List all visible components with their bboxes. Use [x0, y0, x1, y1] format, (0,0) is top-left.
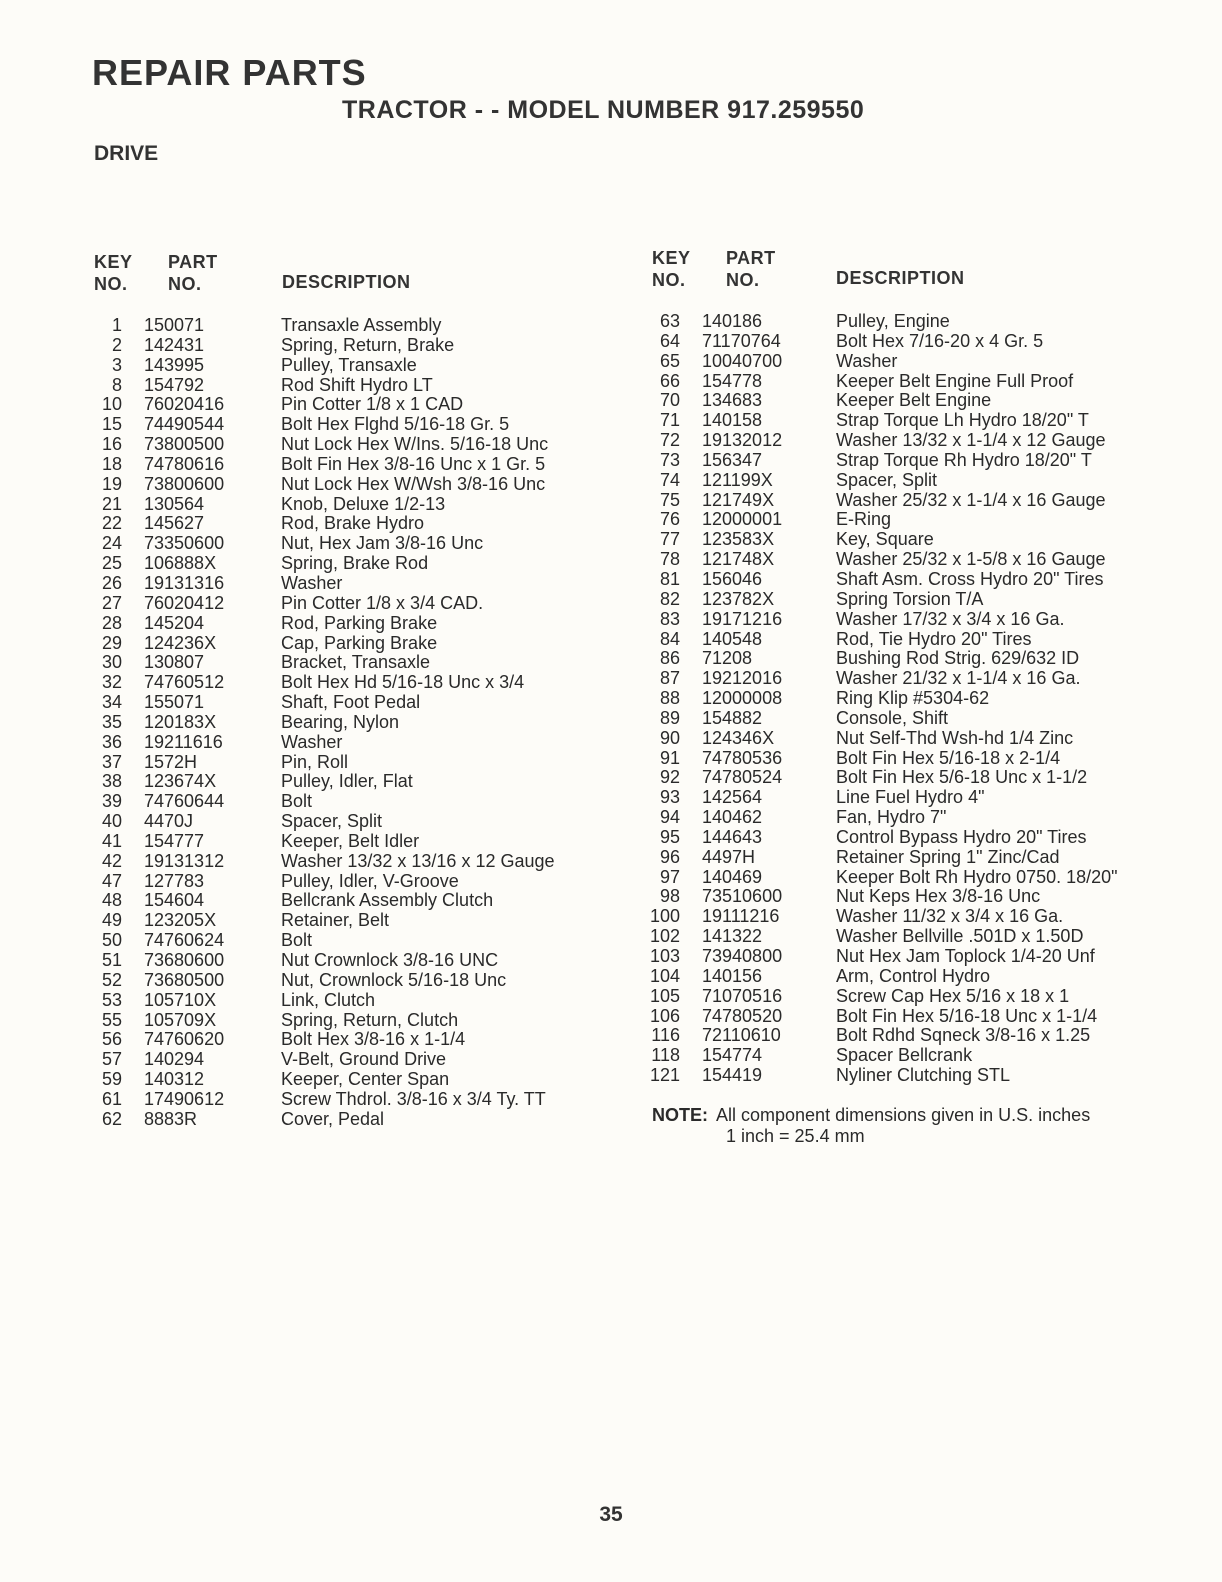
- description: Nut Keps Hex 3/8-16 Unc: [836, 886, 1041, 907]
- part-no: 154778: [702, 370, 763, 391]
- description: Fan, Hydro 7": [836, 807, 947, 828]
- model-subtitle: TRACTOR - - MODEL NUMBER 917.259550: [342, 96, 865, 124]
- description: Transaxle Assembly: [281, 315, 442, 335]
- key-no: 51: [101, 950, 122, 970]
- key-no: 37: [101, 751, 122, 772]
- part-no: 73680600: [144, 950, 225, 970]
- key-no: 10: [101, 394, 122, 415]
- part-no: 8883R: [144, 1108, 198, 1129]
- key-no: 90: [659, 727, 680, 748]
- description: Bolt Hex 3/8-16 x 1-1/4: [281, 1029, 466, 1050]
- description: Spring, Return, Clutch: [281, 1009, 459, 1030]
- key-no: 72: [659, 430, 680, 451]
- part-no: 143995: [144, 354, 205, 375]
- part-no: 71170764: [702, 330, 781, 351]
- key-no: 30: [101, 652, 122, 673]
- key-no: 26: [101, 572, 122, 593]
- part-no: 12000001: [702, 509, 783, 530]
- part-no: 71070516: [702, 985, 783, 1006]
- key-header-line1: KEY: [94, 252, 133, 272]
- part-no: 73800500: [144, 434, 225, 455]
- description: Spacer, Split: [281, 811, 383, 832]
- description: Retainer, Belt: [281, 910, 390, 931]
- key-no: 83: [659, 608, 680, 629]
- description: Washer 13/32 x 1-1/4 x 12 Gauge: [836, 430, 1106, 451]
- part-no: 19132012: [702, 430, 783, 451]
- description: Washer 25/32 x 1-1/4 x 16 Gauge: [836, 489, 1106, 510]
- description: Bolt: [281, 791, 313, 812]
- part-no: 156347: [702, 449, 763, 470]
- key-no: 55: [101, 1009, 122, 1030]
- key-no: 65: [659, 350, 680, 371]
- key-no: 66: [659, 370, 680, 391]
- key-no: 98: [659, 886, 680, 907]
- key-no: 105: [650, 985, 681, 1006]
- key-no: 82: [659, 588, 680, 609]
- description: Strap Torque Rh Hydro 18/20" T: [836, 449, 1092, 470]
- key-no: 97: [659, 866, 680, 887]
- part-no: 74780536: [702, 747, 783, 768]
- part-no: 73510600: [702, 886, 783, 907]
- page-number: 35: [599, 1503, 623, 1526]
- description: Washer 17/32 x 3/4 x 16 Ga.: [836, 608, 1065, 629]
- part-no: 134683: [702, 390, 763, 411]
- part-no: 72110610: [702, 1025, 781, 1046]
- description: Bolt Fin Hex 3/8-16 Unc x 1 Gr. 5: [281, 453, 546, 474]
- description: Pulley, Engine: [836, 311, 950, 331]
- key-no: 77: [659, 529, 680, 550]
- key-no: 59: [101, 1069, 122, 1090]
- key-no: 100: [650, 906, 681, 927]
- part-no: 154882: [702, 707, 763, 728]
- description: Nut Crownlock 3/8-16 UNC: [281, 950, 499, 970]
- part-no: 73940800: [702, 946, 783, 966]
- description: Bolt Fin Hex 5/16-18 x 2-1/4: [836, 747, 1061, 768]
- description: Keeper Belt Engine Full Proof: [836, 370, 1074, 391]
- description: Shaft, Foot Pedal: [281, 692, 421, 713]
- description: Bellcrank Assembly Clutch: [281, 890, 494, 911]
- part-no: 154604: [144, 890, 205, 911]
- section-heading: DRIVE: [94, 142, 159, 165]
- key-no: 88: [659, 688, 680, 709]
- key-no: 92: [659, 767, 680, 788]
- description: Bolt Hex 7/16-20 x 4 Gr. 5: [836, 330, 1044, 351]
- part-no: 123583X: [702, 529, 775, 550]
- description: Console, Shift: [836, 707, 949, 728]
- key-header-line2: NO.: [94, 274, 128, 294]
- part-no: 156046: [702, 568, 763, 589]
- part-no: 140158: [702, 410, 763, 431]
- part-no: 144643: [702, 826, 763, 847]
- part-no: 74760620: [144, 1029, 225, 1050]
- key-no: 96: [659, 846, 680, 867]
- description: Bolt Hex Flghd 5/16-18 Gr. 5: [281, 414, 510, 435]
- description: Bracket, Transaxle: [281, 652, 431, 673]
- key-no: 21: [101, 493, 122, 514]
- description: Keeper Belt Engine: [836, 390, 992, 411]
- description: Bushing Rod Strig. 629/632 ID: [836, 648, 1080, 669]
- description: Pulley, Idler, V-Groove: [281, 870, 459, 891]
- key-no: 81: [659, 568, 680, 589]
- key-no: 1: [111, 315, 122, 335]
- description: Keeper, Belt Idler: [281, 830, 420, 851]
- part-no: 121749X: [702, 489, 775, 510]
- part-no: 1572H: [144, 751, 198, 772]
- key-no: 95: [659, 826, 680, 847]
- description: Key, Square: [836, 529, 934, 550]
- part-no: 150071: [144, 315, 205, 335]
- description: E-Ring: [836, 509, 892, 530]
- part-no: 140186: [702, 311, 763, 331]
- part-no: 76020416: [144, 394, 225, 415]
- key-no: 116: [651, 1025, 680, 1046]
- key-no: 35: [101, 711, 122, 732]
- key-no: 61: [101, 1088, 122, 1109]
- description: Screw Thdrol. 3/8-16 x 3/4 Ty. TT: [281, 1088, 546, 1109]
- part-no: 74780524: [702, 767, 783, 788]
- part-no: 73350600: [144, 533, 225, 554]
- part-no: 105710X: [144, 989, 217, 1010]
- part-no: 19131316: [144, 572, 225, 593]
- description: Pin Cotter 1/8 x 1 CAD: [281, 394, 464, 415]
- key-no: 91: [659, 747, 680, 768]
- key-no: 22: [101, 513, 122, 534]
- description: Strap Torque Lh Hydro 18/20" T: [836, 410, 1089, 431]
- key-no: 73: [659, 449, 680, 470]
- part-no: 155071: [144, 692, 205, 713]
- key-no: 63: [659, 311, 680, 331]
- part-no: 74760624: [144, 930, 225, 951]
- description: Bolt Hex Hd 5/16-18 Unc x 3/4: [281, 672, 525, 693]
- description: V-Belt, Ground Drive: [281, 1049, 447, 1070]
- part-no: 140156: [702, 965, 763, 986]
- key-no: 64: [659, 330, 680, 351]
- note-label: NOTE:: [652, 1105, 708, 1125]
- key-no: 24: [101, 533, 122, 554]
- description: Cap, Parking Brake: [281, 632, 438, 653]
- part-no: 123782X: [702, 588, 775, 609]
- description: Line Fuel Hydro 4": [836, 787, 985, 808]
- key-no: 38: [101, 771, 122, 792]
- description: Bolt: [281, 930, 313, 951]
- description: Bolt Rdhd Sqneck 3/8-16 x 1.25: [836, 1025, 1091, 1046]
- part-no: 12000008: [702, 688, 783, 709]
- part-no: 142431: [144, 334, 205, 355]
- key-header-line2: NO.: [652, 270, 686, 290]
- key-no: 39: [101, 791, 122, 812]
- part-no: 142564: [702, 787, 763, 808]
- description: Bolt Fin Hex 5/6-18 Unc x 1-1/2: [836, 767, 1088, 788]
- key-no: 42: [101, 850, 122, 871]
- key-no: 41: [101, 830, 122, 851]
- key-no: 56: [101, 1029, 122, 1050]
- description: Pulley, Transaxle: [281, 354, 417, 375]
- key-no: 29: [101, 632, 122, 653]
- description: Washer 21/32 x 1-1/4 x 16 Ga.: [836, 668, 1081, 689]
- key-no: 15: [101, 414, 122, 435]
- description: Nut, Crownlock 5/16-18 Unc: [281, 969, 507, 990]
- part-no: 4497H: [702, 846, 756, 867]
- description: Nut Self-Thd Wsh-hd 1/4 Zinc: [836, 727, 1074, 748]
- description: Washer 25/32 x 1-5/8 x 16 Gauge: [836, 549, 1106, 570]
- part-no: 140548: [702, 628, 763, 649]
- key-no: 103: [650, 946, 681, 966]
- description: Washer Bellville .501D x 1.50D: [836, 926, 1084, 947]
- part-no: 74780520: [702, 1005, 783, 1026]
- note-line2: 1 inch = 25.4 mm: [726, 1126, 865, 1146]
- part-header-line2: NO.: [168, 274, 202, 294]
- key-no: 48: [101, 890, 122, 911]
- key-no: 94: [659, 807, 680, 828]
- description: Link, Clutch: [281, 989, 376, 1010]
- description: Rod, Parking Brake: [281, 612, 438, 633]
- key-no: 121: [650, 1065, 681, 1086]
- description: Spring, Brake Rod: [281, 553, 429, 574]
- part-no: 19212016: [702, 668, 783, 689]
- description: Pin Cotter 1/8 x 3/4 CAD.: [281, 592, 484, 613]
- description: Rod Shift Hydro LT: [281, 374, 433, 395]
- key-no: 49: [101, 910, 122, 931]
- part-no: 4470J: [144, 811, 194, 832]
- key-no: 76: [659, 509, 680, 530]
- part-no: 123674X: [144, 771, 217, 792]
- key-no: 16: [101, 434, 122, 455]
- description: Ring Klip #5304-62: [836, 688, 990, 709]
- key-no: 75: [659, 489, 680, 510]
- description: Bolt Fin Hex 5/16-18 Unc x 1-1/4: [836, 1005, 1098, 1026]
- part-no: 145627: [144, 513, 205, 534]
- key-no: 78: [659, 549, 680, 570]
- description: Retainer Spring 1" Zinc/Cad: [836, 846, 1060, 867]
- key-no: 104: [650, 965, 681, 986]
- key-no: 32: [101, 672, 122, 693]
- part-no: 19111216: [702, 906, 780, 927]
- part-no: 10040700: [702, 350, 783, 371]
- key-header-line1: KEY: [652, 248, 691, 268]
- description: Keeper, Center Span: [281, 1069, 450, 1090]
- key-no: 106: [650, 1005, 681, 1026]
- part-header-line1: PART: [168, 252, 218, 272]
- part-no: 74490544: [144, 414, 225, 435]
- part-no: 19131312: [144, 850, 225, 871]
- description: Pin, Roll: [281, 751, 349, 772]
- part-no: 140294: [144, 1049, 205, 1070]
- key-no: 102: [650, 926, 681, 947]
- part-no: 19211616: [144, 731, 223, 752]
- key-no: 34: [101, 692, 122, 713]
- key-no: 71: [659, 410, 680, 431]
- part-no: 140469: [702, 866, 763, 887]
- key-no: 8: [111, 374, 122, 395]
- key-no: 19: [101, 473, 122, 494]
- part-no: 124236X: [144, 632, 217, 653]
- description: Washer: [281, 731, 343, 752]
- key-no: 25: [101, 553, 122, 574]
- key-no: 89: [659, 707, 680, 728]
- key-no: 40: [101, 811, 122, 832]
- description: Spring Torsion T/A: [836, 588, 984, 609]
- part-no: 154774: [702, 1045, 763, 1066]
- key-no: 18: [101, 453, 122, 474]
- description: Pulley, Idler, Flat: [281, 771, 413, 792]
- description: Nyliner Clutching STL: [836, 1065, 1011, 1086]
- description: Keeper Bolt Rh Hydro 0750. 18/20": [836, 866, 1118, 887]
- part-no: 120183X: [144, 711, 217, 732]
- description: Nut Lock Hex W/Wsh 3/8-16 Unc: [281, 473, 546, 494]
- description: Knob, Deluxe 1/2-13: [281, 493, 446, 514]
- description: Washer 13/32 x 13/16 x 12 Gauge: [281, 850, 555, 871]
- description: Cover, Pedal: [281, 1108, 385, 1129]
- part-no: 19171216: [702, 608, 783, 629]
- key-no: 47: [101, 870, 122, 891]
- key-no: 118: [651, 1045, 680, 1066]
- description: Bearing, Nylon: [281, 711, 400, 732]
- key-no: 50: [101, 930, 122, 951]
- description: Spring, Return, Brake: [281, 334, 455, 355]
- description: Rod, Tie Hydro 20" Tires: [836, 628, 1032, 649]
- part-no: 74760512: [144, 672, 225, 693]
- part-no: 154777: [144, 830, 205, 851]
- part-no: 145204: [144, 612, 205, 633]
- part-no: 127783: [144, 870, 205, 891]
- part-no: 73800600: [144, 473, 225, 494]
- key-no: 84: [659, 628, 680, 649]
- description: Nut Lock Hex W/Ins. 5/16-18 Unc: [281, 434, 549, 455]
- key-no: 74: [659, 469, 680, 490]
- description: Screw Cap Hex 5/16 x 18 x 1: [836, 985, 1070, 1006]
- key-no: 52: [101, 969, 122, 990]
- key-no: 53: [101, 989, 122, 1010]
- key-no: 87: [659, 668, 680, 689]
- part-no: 74760644: [144, 791, 225, 812]
- key-no: 86: [659, 648, 680, 669]
- part-header-line1: PART: [726, 248, 776, 268]
- part-no: 17490612: [144, 1088, 225, 1109]
- key-no: 28: [101, 612, 122, 633]
- description: Shaft Asm. Cross Hydro 20" Tires: [836, 568, 1104, 589]
- description: Spacer Bellcrank: [836, 1045, 973, 1066]
- part-no: 130807: [144, 652, 205, 673]
- part-no: 73680500: [144, 969, 225, 990]
- key-no: 36: [101, 731, 122, 752]
- description: Washer: [281, 572, 343, 593]
- key-no: 62: [101, 1108, 122, 1129]
- key-no: 93: [659, 787, 680, 808]
- part-no: 140312: [144, 1069, 205, 1090]
- description: Spacer, Split: [836, 469, 938, 490]
- part-no: 121199X: [702, 469, 773, 490]
- description-header: DESCRIPTION: [836, 268, 965, 288]
- key-no: 27: [101, 592, 122, 613]
- page-title: REPAIR PARTS: [92, 52, 367, 93]
- description: Washer: [836, 350, 898, 371]
- description: Arm, Control Hydro: [836, 965, 991, 986]
- note-line1: All component dimensions given in U.S. inches: [716, 1105, 1091, 1125]
- note: [652, 1105, 1090, 1147]
- part-header-line2: NO.: [726, 270, 760, 290]
- part-no: 74780616: [144, 453, 225, 474]
- description: Nut Hex Jam Toplock 1/4-20 Unf: [836, 946, 1095, 966]
- part-no: 141322: [702, 926, 763, 947]
- description: Nut, Hex Jam 3/8-16 Unc: [281, 533, 484, 554]
- description: Control Bypass Hydro 20" Tires: [836, 826, 1087, 847]
- part-no: 130564: [144, 493, 205, 514]
- part-no: 121748X: [702, 549, 775, 570]
- part-no: 123205X: [144, 910, 217, 931]
- part-no: 105709X: [144, 1009, 217, 1030]
- key-no: 70: [659, 390, 680, 411]
- part-no: 76020412: [144, 592, 225, 613]
- key-no: 2: [111, 334, 122, 355]
- key-no: 3: [111, 354, 122, 375]
- key-no: 57: [101, 1049, 122, 1070]
- part-no: 154792: [144, 374, 205, 395]
- part-no: 140462: [702, 807, 763, 828]
- part-no: 106888X: [144, 553, 217, 574]
- description: Rod, Brake Hydro: [281, 513, 425, 534]
- part-no: 124346X: [702, 727, 775, 748]
- part-no: 71208: [702, 648, 753, 669]
- description: Washer 11/32 x 3/4 x 16 Ga.: [836, 906, 1064, 927]
- part-no: 154419: [702, 1065, 763, 1086]
- description-header: DESCRIPTION: [282, 272, 411, 292]
